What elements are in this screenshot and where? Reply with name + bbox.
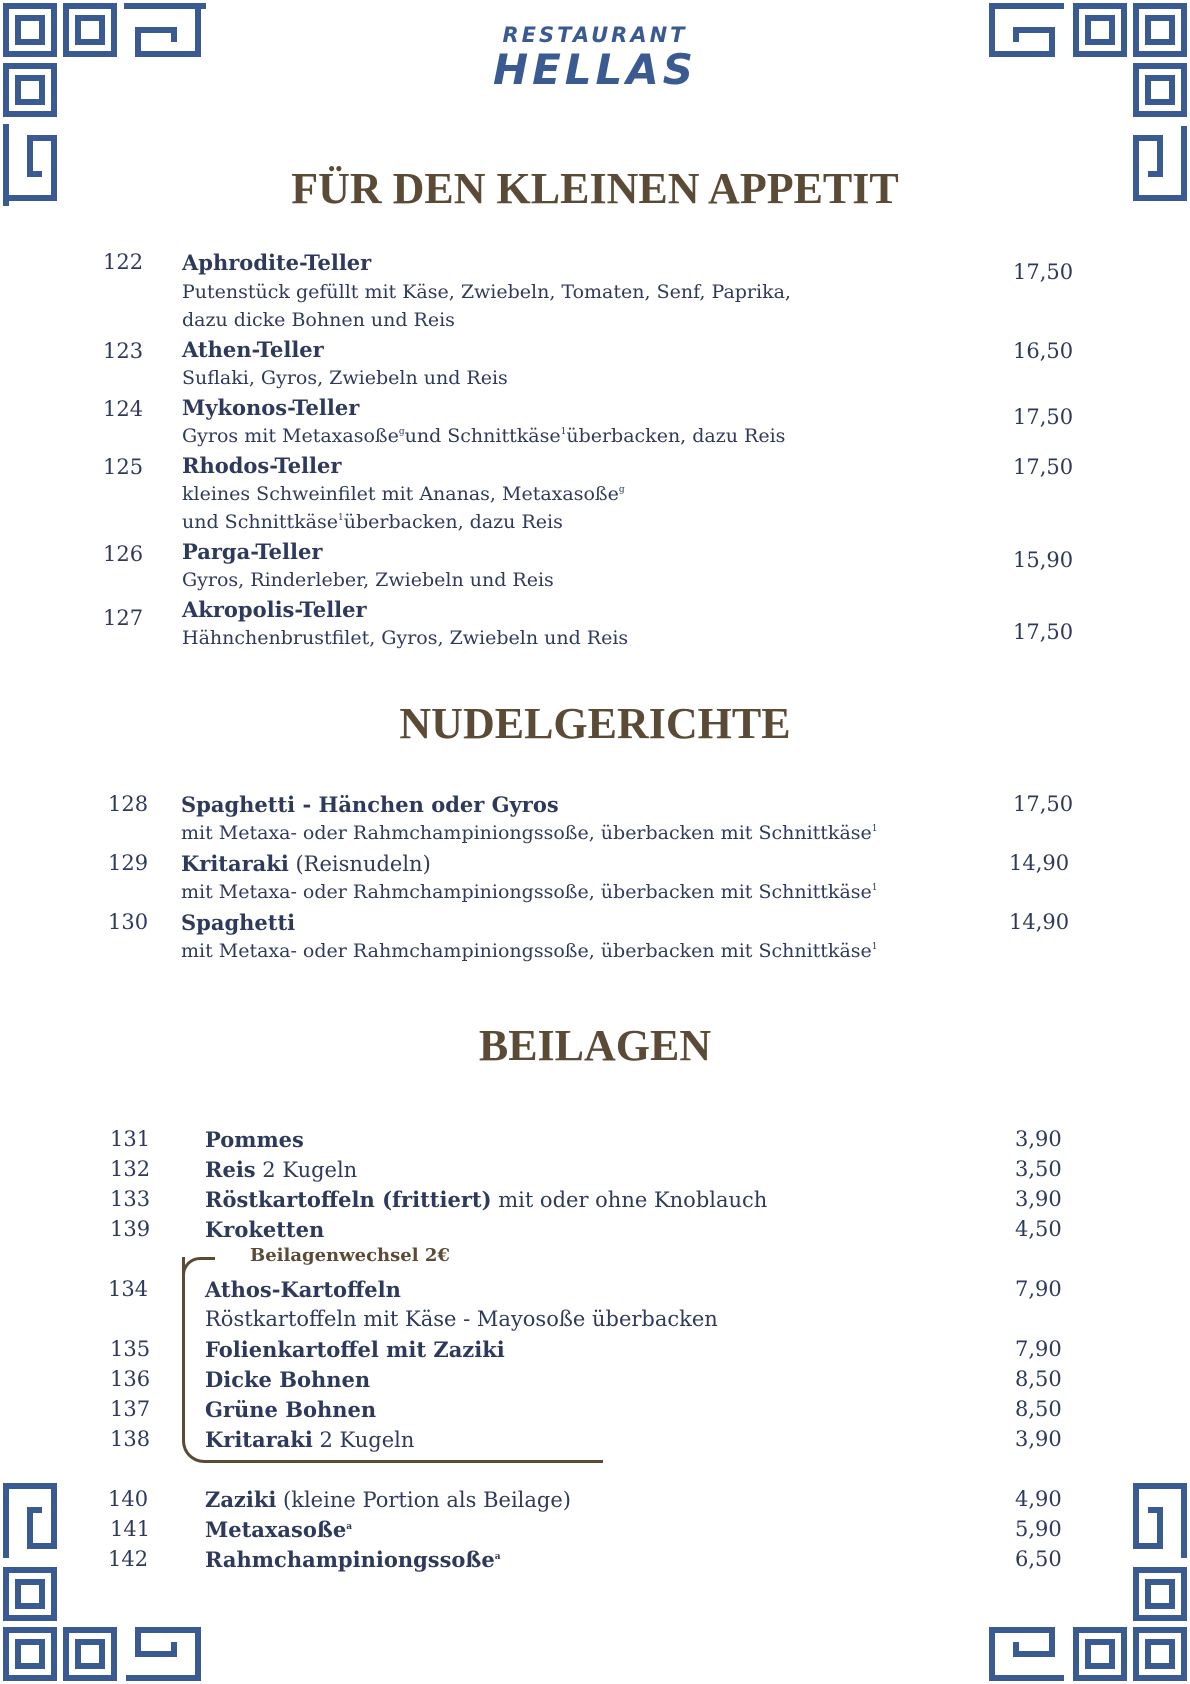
greek-key-ornament-bottom-right xyxy=(980,1474,1190,1684)
item-number: 137 xyxy=(110,1397,151,1421)
item-number: 141 xyxy=(110,1517,151,1541)
item-description: dazu dicke Bohnen und Reis xyxy=(182,309,455,331)
item-price: 8,50 xyxy=(1015,1397,1062,1421)
item-price: 14,90 xyxy=(1009,910,1070,934)
item-description: Röstkartoffeln mit Käse - Mayosoße überbacken xyxy=(205,1307,718,1331)
item-description: mit Metaxa- oder Rahmchampiniongssoße, überbacken mit Schnittkäse$^1$ xyxy=(181,940,878,962)
item-number: 128 xyxy=(108,792,149,816)
item-description: und Schnittkäse$^1$überbacken, dazu Reis xyxy=(182,511,563,533)
item-name: Parga-Teller xyxy=(182,539,323,564)
item-price: 4,90 xyxy=(1015,1487,1062,1511)
logo-line-hellas: HELLAS xyxy=(492,45,698,94)
item-number: 135 xyxy=(110,1337,151,1361)
item-price: 6,50 xyxy=(1015,1547,1062,1571)
item-name: Spaghetti - Hänchen oder Gyros xyxy=(181,792,559,817)
item-description: Gyros, Rinderleber, Zwiebeln und Reis xyxy=(182,569,554,591)
item-price: 17,50 xyxy=(1013,455,1074,479)
item-description: mit Metaxa- oder Rahmchampiniongssoße, überbacken mit Schnittkäse$^1$ xyxy=(181,881,878,903)
item-number: 136 xyxy=(110,1367,151,1391)
item-price: 3,90 xyxy=(1015,1427,1062,1451)
item-price: 3,90 xyxy=(1015,1187,1062,1211)
item-number: 139 xyxy=(110,1217,151,1241)
item-name: Athos-Kartoffeln xyxy=(205,1277,401,1302)
item-name: Folienkartoffel mit Zaziki xyxy=(205,1337,505,1362)
item-number: 125 xyxy=(103,455,144,479)
item-price: 17,50 xyxy=(1013,792,1074,816)
item-name: Metaxasoße$^a$ xyxy=(205,1517,353,1542)
item-description: kleines Schweinfilet mit Ananas, Metaxasoße$^g$ xyxy=(182,483,625,505)
item-number: 138 xyxy=(110,1427,151,1451)
item-number: 129 xyxy=(108,851,149,875)
item-description: Hähnchenbrustfilet, Gyros, Zwiebeln und Reis xyxy=(182,627,629,649)
item-price: 3,90 xyxy=(1015,1127,1062,1151)
item-number: 122 xyxy=(103,250,144,274)
item-name: Athen-Teller xyxy=(182,337,324,362)
item-number: 134 xyxy=(108,1277,149,1301)
item-description: Gyros mit Metaxasoße$^g$und Schnittkäse$^1$überbacken, dazu Reis xyxy=(182,425,786,447)
item-number: 140 xyxy=(108,1487,149,1511)
item-price: 7,90 xyxy=(1015,1337,1062,1361)
item-name: Akropolis-Teller xyxy=(182,597,367,622)
section-heading-kleinen-appetit: FÜR DEN KLEINEN APPETIT xyxy=(291,164,899,213)
section-heading-beilagen: BEILAGEN xyxy=(478,1021,712,1070)
item-number: 126 xyxy=(103,542,144,566)
item-name: Pommes xyxy=(205,1127,304,1152)
item-name: Rahmchampiniongssoße$^a$ xyxy=(205,1547,501,1572)
item-name: Rhodos-Teller xyxy=(182,453,342,478)
item-number: 127 xyxy=(103,606,144,630)
item-price: 5,90 xyxy=(1015,1517,1062,1541)
item-number: 130 xyxy=(108,910,149,934)
item-name: Kritaraki 2 Kugeln xyxy=(205,1427,415,1452)
item-number: 123 xyxy=(103,339,144,363)
item-price: 14,90 xyxy=(1009,851,1070,875)
section-heading-nudelgerichte: NUDELGERICHTE xyxy=(399,699,791,748)
item-price: 17,50 xyxy=(1013,620,1074,644)
item-number: 124 xyxy=(103,397,144,421)
item-name: Aphrodite-Teller xyxy=(182,250,372,275)
greek-key-ornament-bottom-left xyxy=(0,1474,210,1684)
item-name: Dicke Bohnen xyxy=(205,1367,371,1392)
item-name: Mykonos-Teller xyxy=(182,395,360,420)
item-price: 8,50 xyxy=(1015,1367,1062,1391)
item-price: 17,50 xyxy=(1013,405,1074,429)
item-price: 4,50 xyxy=(1015,1217,1062,1241)
item-number: 132 xyxy=(110,1157,151,1181)
item-name: Spaghetti xyxy=(181,910,296,935)
item-price: 16,50 xyxy=(1013,339,1074,363)
item-name: Zaziki (kleine Portion als Beilage) xyxy=(205,1487,571,1512)
item-description: Putenstück gefüllt mit Käse, Zwiebeln, Tomaten, Senf, Paprika, xyxy=(182,281,791,303)
item-name: Kritaraki (Reisnudeln) xyxy=(181,851,431,876)
item-number: 133 xyxy=(110,1187,151,1211)
item-name: Kroketten xyxy=(205,1217,325,1242)
item-description: mit Metaxa- oder Rahmchampiniongssoße, überbacken mit Schnittkäse$^1$ xyxy=(181,822,878,844)
item-name: Reis 2 Kugeln xyxy=(205,1157,358,1182)
item-price: 3,50 xyxy=(1015,1157,1062,1181)
item-price: 17,50 xyxy=(1013,260,1074,284)
item-price: 15,90 xyxy=(1013,548,1074,572)
beilagenwechsel-label: Beilagenwechsel 2€ xyxy=(250,1245,450,1266)
item-description: Suflaki, Gyros, Zwiebeln und Reis xyxy=(182,367,508,389)
logo-line-restaurant: RESTAURANT xyxy=(502,23,688,47)
item-number: 142 xyxy=(108,1547,149,1571)
item-number: 131 xyxy=(110,1127,151,1151)
item-name: Röstkartoffeln (frittiert) mit oder ohne Knoblauch xyxy=(205,1187,768,1212)
restaurant-logo xyxy=(0,22,1190,92)
item-name: Grüne Bohnen xyxy=(205,1397,377,1422)
item-price: 7,90 xyxy=(1015,1277,1062,1301)
